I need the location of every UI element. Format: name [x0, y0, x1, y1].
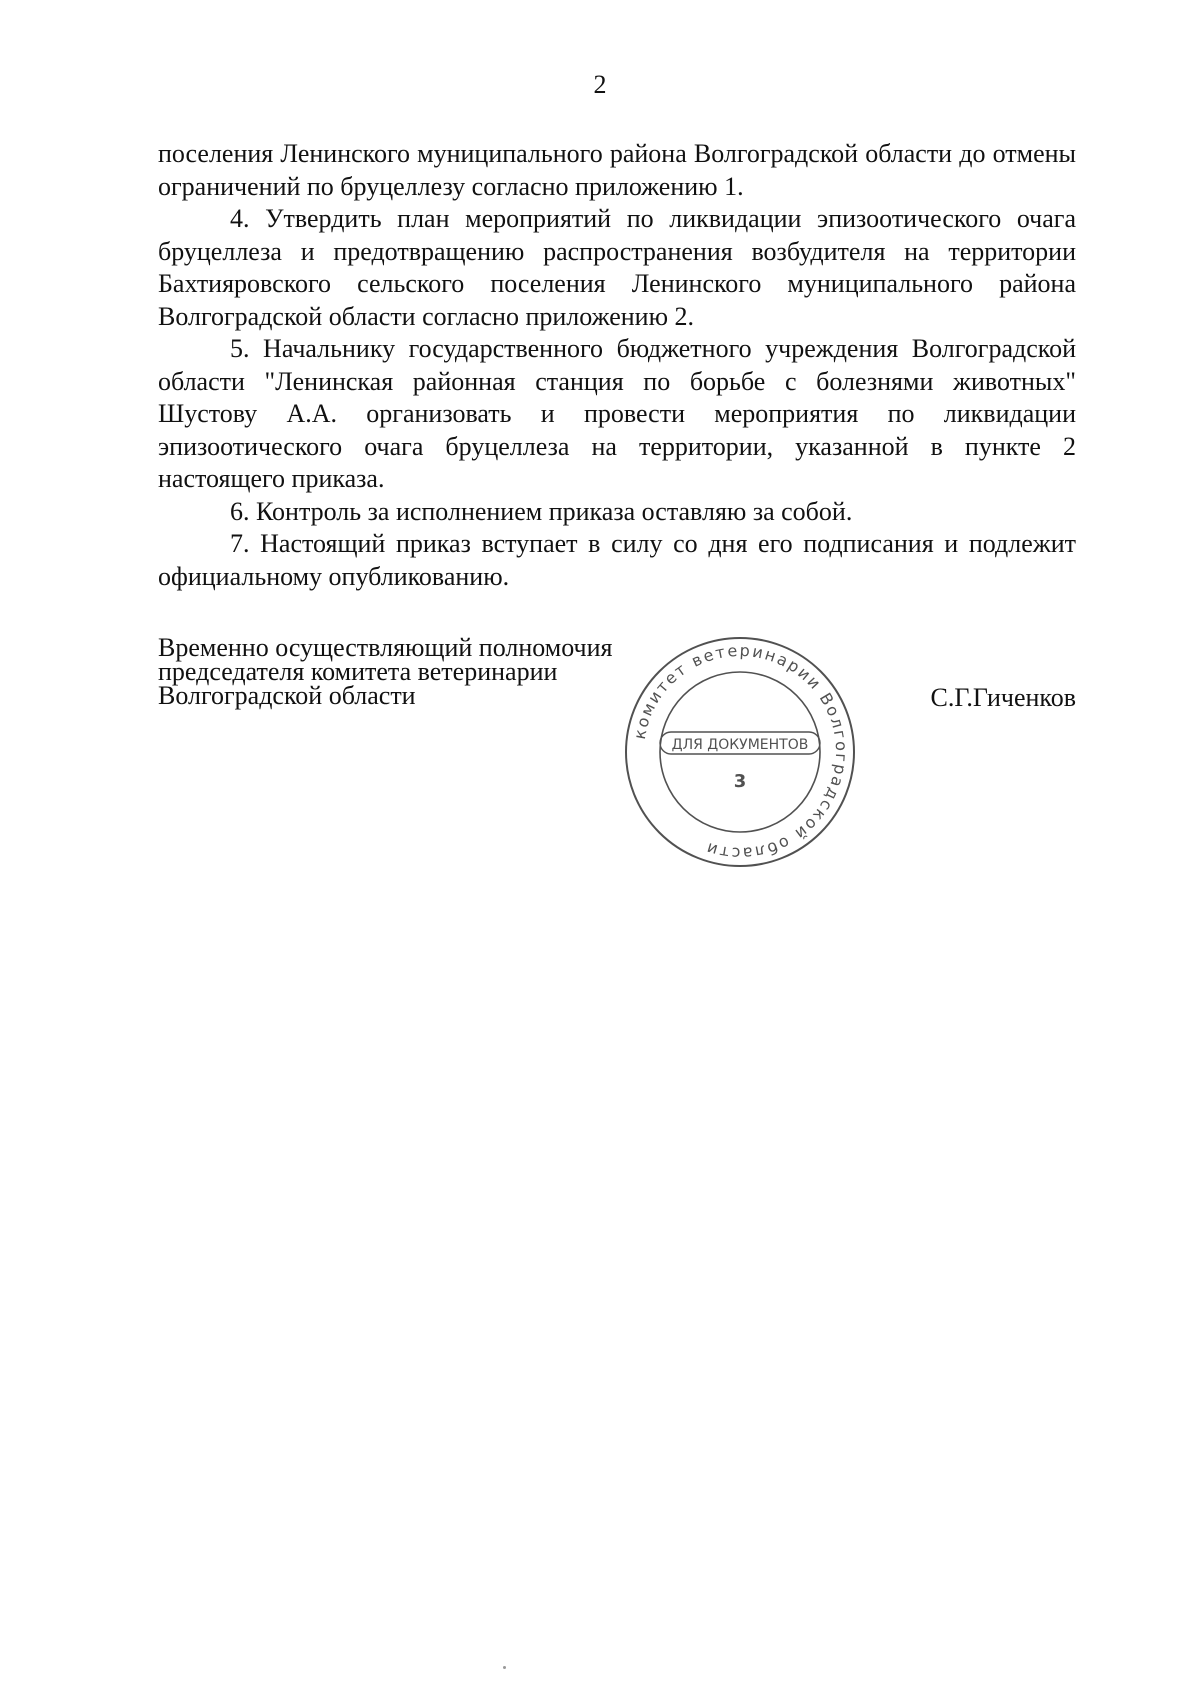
paragraph-item-5: 5. Начальнику государственного бюджетного учреждения Волгоградской области "Ленинская районная станция по борьбе с болезнями животных" Шустову А.А. организовать и провести мероприятия по ликвидации эпизоотического очага бруцеллеза на территории, указанной в пункте 2 настоящего приказа.	[158, 334, 1076, 493]
official-seal	[620, 632, 860, 872]
seal-ring-text: комитет ветеринарии Волгоградской области	[629, 640, 852, 864]
signatory-name: С.Г.Гиченков	[930, 683, 1076, 712]
signatory-title	[158, 633, 678, 710]
signature-block	[158, 633, 1076, 712]
seal-center-text: ДЛЯ ДОКУМЕНТОВ	[671, 737, 809, 753]
document-body	[158, 138, 1076, 593]
signatory-title-line: Волгоградской области	[158, 681, 416, 710]
page-number: 2	[593, 70, 607, 99]
signatory-title-line: председателя комитета ветеринарии	[158, 657, 558, 686]
paragraph-item-7: 7. Настоящий приказ вступает в силу со дня его подписания и подлежит официальному опубликованию.	[158, 529, 1076, 591]
paragraph-continuation: поселения Ленинского муниципального района Волгоградской области до отмены ограничений по бруцеллезу согласно приложению 1.	[158, 139, 1076, 201]
paragraph-item-4: 4. Утвердить план мероприятий по ликвидации эпизоотического очага бруцеллеза и предотвращению распространения возбудителя на территории Бахтияровского сельского поселения Ленинского муниципального района Волгоградской области согласно приложению 2.	[158, 204, 1076, 331]
signatory-title-line: Временно осуществляющий полномочия	[158, 633, 613, 662]
scan-speck	[503, 1666, 506, 1669]
seal-number: 3	[733, 771, 747, 792]
paragraph-item-6: 6. Контроль за исполнением приказа оставляю за собой.	[230, 496, 853, 526]
